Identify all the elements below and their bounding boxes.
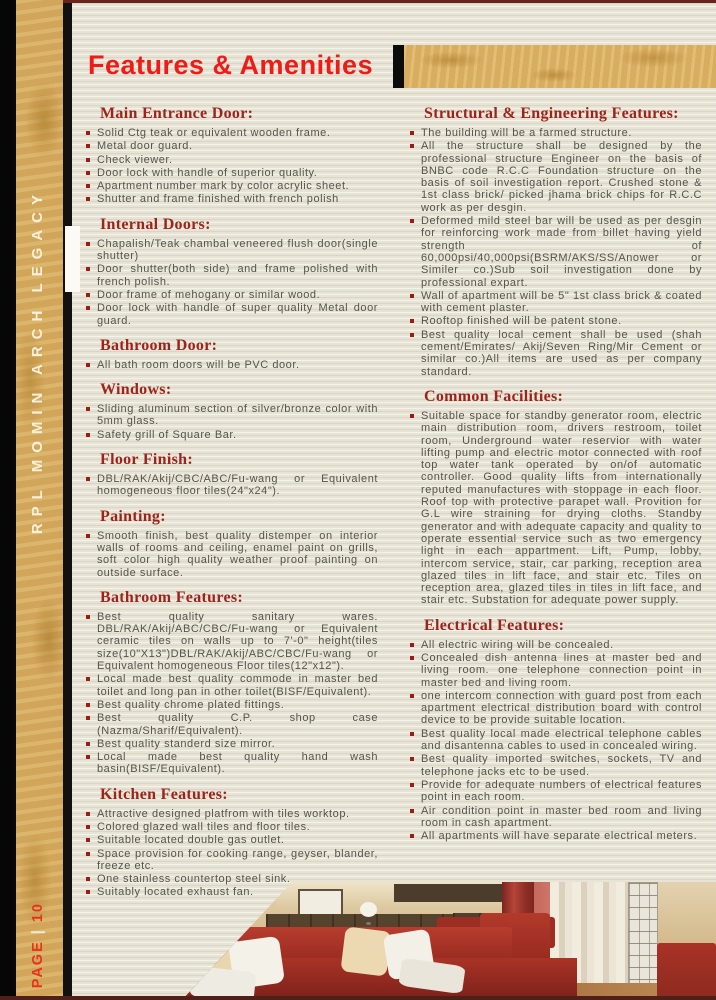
feature-text: Suitably located exhaust fan.	[97, 886, 254, 899]
bullet-square-icon	[86, 877, 90, 881]
bullet-square-icon	[86, 838, 90, 842]
bullet-square-icon	[410, 643, 414, 647]
photo-wall-cabinet	[394, 884, 507, 902]
feature-text: Best quality standerd size mirror.	[97, 737, 276, 750]
bullet-square-icon	[86, 433, 90, 437]
bullet-square-icon	[86, 534, 90, 538]
bullet-square-icon	[86, 852, 90, 856]
feature-text: DBL/RAK/Akij/CBC/ABC/Fu-wang or Equivalent homogeneous floor tiles(24"x24").	[97, 473, 378, 498]
feature-section	[86, 104, 378, 206]
feature-item	[86, 403, 378, 428]
bullet-square-icon	[410, 333, 414, 337]
photo-pillow-cream-2	[341, 927, 392, 977]
feature-item	[410, 410, 702, 607]
left-black-edge	[0, 0, 16, 1000]
bullet-square-icon	[410, 834, 414, 838]
bullet-square-icon	[86, 755, 90, 759]
feature-section	[86, 588, 378, 776]
feature-item	[86, 738, 378, 750]
feature-section	[410, 104, 702, 378]
feature-list	[86, 403, 378, 441]
bullet-square-icon	[86, 703, 90, 707]
right-column	[410, 104, 702, 851]
bullet-square-icon	[410, 131, 414, 135]
feature-item	[410, 753, 702, 778]
bullet-square-icon	[410, 732, 414, 736]
feature-item	[86, 712, 378, 737]
feature-text: Shutter and frame finished with french polish	[97, 193, 339, 206]
bullet-square-icon	[86, 742, 90, 746]
feature-item	[86, 530, 378, 579]
feature-section	[410, 387, 702, 607]
bullet-square-icon	[86, 144, 90, 148]
feature-item	[410, 652, 702, 689]
page-number-badge	[30, 902, 46, 988]
feature-item	[410, 830, 702, 842]
bullet-square-icon	[86, 363, 90, 367]
bullet-square-icon	[86, 615, 90, 619]
top-maroon-rule	[63, 0, 716, 3]
bullet-square-icon	[86, 158, 90, 162]
photo-side-sofa	[657, 943, 716, 1000]
header-gold-band	[404, 45, 716, 88]
feature-item	[410, 140, 702, 214]
bullet-square-icon	[410, 783, 414, 787]
feature-item	[86, 699, 378, 711]
feature-item	[86, 180, 378, 192]
feature-item	[410, 215, 702, 289]
section-heading: Main Entrance Door:	[100, 105, 254, 122]
bullet-square-icon	[410, 414, 414, 418]
feature-item	[86, 473, 378, 498]
sidebar-divider-line	[63, 0, 72, 1000]
feature-text: The building will be a farmed structure.	[421, 127, 632, 139]
feature-item	[86, 302, 378, 327]
feature-item	[86, 808, 378, 820]
feature-section	[86, 450, 378, 498]
feature-item	[86, 821, 378, 833]
bullet-square-icon	[86, 677, 90, 681]
feature-text: Suitable located double gas outlet.	[97, 834, 285, 847]
feature-section	[86, 215, 378, 327]
bullet-square-icon	[410, 757, 414, 761]
section-heading: Bathroom Door:	[100, 336, 218, 354]
feature-text: Best quality local cement shall be used (shah cement/Emirates/ Akij/Seven Ring/Mir Cement or similar co.)All items are used as per company standard.	[421, 328, 702, 378]
feature-list	[86, 359, 378, 371]
section-heading: Windows:	[100, 381, 172, 399]
feature-item	[86, 429, 378, 441]
feature-text: Air condition point in master bed room and living room in cash apartment.	[421, 804, 702, 829]
bottom-maroon-rule	[0, 996, 716, 1000]
feature-text: Solid Ctg teak or equivalent wooden frame.	[97, 127, 331, 139]
feature-item	[86, 834, 378, 846]
feature-text: Best quality imported switches, sockets, TV and telephone jacks etc to be used.	[421, 753, 702, 778]
feature-item	[86, 167, 378, 179]
section-heading: Internal Doors:	[100, 215, 211, 233]
bullet-square-icon	[410, 809, 414, 813]
feature-text: Deformed mild steel bar will be used as per desgin for reinforcing work made from billet having yield strength of 60,000psi/40,000psi(BSRM/AKS/SS/Anower or Similer co.)Sub soil investigation done by professional expart.	[421, 215, 702, 289]
feature-text: All bath room doors will be PVC door.	[97, 358, 300, 371]
feature-section	[86, 785, 378, 899]
page-number: 10	[30, 901, 46, 922]
feature-list	[86, 473, 378, 498]
feature-item	[86, 140, 378, 152]
bullet-square-icon	[86, 184, 90, 188]
feature-text: Check viewer.	[97, 153, 173, 166]
feature-item	[86, 154, 378, 166]
feature-text: All the structure shall be designed by the professional structure Engineer on the basis of BNBC code R.C.C Foundation structure on the basis of soil investigation report. Crushed stone & 1st class brick/ picked jhama brick chips for R.C.C work as per desgin.	[421, 140, 702, 214]
feature-text: Apartment number mark by color acrylic sheet.	[97, 180, 350, 193]
bullet-square-icon	[86, 306, 90, 310]
sidebar-brand-text: RPL MOMIN ARCH LEGACY	[29, 188, 46, 535]
feature-text: One stainless countertop steel sink.	[97, 873, 291, 886]
bullet-square-icon	[86, 407, 90, 411]
section-heading: Painting:	[100, 507, 166, 525]
feature-text: Best quality C.P. shop case (Nazma/Sharif/Equivalent).	[97, 712, 378, 737]
bullet-square-icon	[410, 294, 414, 298]
bullet-square-icon	[86, 716, 90, 720]
feature-text: Suitable space for standby generator room, electric main distribution room, drivers restroom, toilet room, Underground water reservior with water lifting pump and electric motor connected with roof top water tank operated by on/of automatic controller. Good quality lifts from internationally reputed manufactures with stoppage in each floor. Roof top with protective parapet wall. Provition for G.L wire straining for drying cloths. Standby generator and with adequate capacity and quality to operate essential service such as two emergency light in each appartment. Lift, Pump, lobby, intercom service, stair, car parking, reception area glazed tiles in lift face, and stair etc. Tiles on reception area, glazed tiles in tiles in lift face, and stair etc. Substation for adequate power supply.	[421, 409, 702, 607]
left-column	[86, 104, 378, 908]
feature-item	[410, 290, 702, 315]
photo-table-lamp	[360, 902, 377, 917]
feature-text: Space provision for cooking range, geyser, blander, freeze etc.	[97, 847, 378, 872]
bullet-square-icon	[86, 267, 90, 271]
feature-item	[86, 289, 378, 301]
feature-list	[86, 127, 378, 206]
feature-text: Attractive designed platfrom with tiles worktop.	[97, 807, 350, 820]
feature-section	[86, 380, 378, 441]
feature-text: Door lock with handle of superior quality.	[97, 166, 318, 179]
feature-text: one intercom connection with guard post from each apartment electrical distribution board with control device to be provide suitable location.	[421, 689, 702, 727]
feature-text: Door lock with handle of super quality Metal door guard.	[97, 302, 378, 327]
bullet-square-icon	[410, 656, 414, 660]
bullet-square-icon	[86, 197, 90, 201]
feature-item	[410, 690, 702, 727]
feature-text: Concealed dish antenna lines at master bed and living room. one telephone connection point in master bed and living room.	[421, 651, 702, 689]
feature-text: Provide for adequate numbers of electrical features point in each room.	[421, 778, 702, 804]
feature-text: Chapalish/Teak chambal veneered flush door(single shutter)	[97, 237, 378, 263]
page-badge-separator: |	[30, 921, 46, 934]
feature-list	[410, 639, 702, 843]
feature-list	[86, 530, 378, 579]
feature-text: Best quality local made electrical telephone cables and disantenna cables to used in concealed wiring.	[421, 727, 702, 753]
feature-list	[86, 611, 378, 776]
feature-text: Wall of apartment will be 5" 1st class brick & coated with cement plaster.	[421, 289, 702, 315]
section-heading: Floor Finish:	[100, 451, 193, 469]
feature-list	[86, 238, 378, 327]
feature-item	[86, 193, 378, 205]
feature-item	[86, 611, 378, 672]
feature-item	[410, 728, 702, 753]
feature-item	[410, 329, 702, 378]
feature-text: Local made best quality commode in master bed toilet and long pan in other toilet(BISF/Equivalent).	[97, 673, 378, 698]
feature-list	[410, 410, 702, 607]
feature-text: All apartments will have separate electrical meters.	[421, 830, 698, 843]
bullet-square-icon	[86, 890, 90, 894]
feature-text: Safety grill of Square Bar.	[97, 428, 237, 441]
bullet-square-icon	[410, 219, 414, 223]
feature-text: Best quality sanitary wares. DBL/RAK/Akij/ABC/CBC/Fu-wang or Equivalent ceramic tiles on walls up to 7'-0" height(tiles size(10"X13")DBL/RAK/Akij/ABC/CBC/Fu-wang or Equivalent homogeneous Floor tiles(12"x12").	[97, 610, 378, 673]
feature-item	[410, 127, 702, 139]
feature-item	[410, 805, 702, 830]
feature-text: Colored glazed wall tiles and floor tiles.	[97, 820, 311, 833]
bullet-square-icon	[86, 131, 90, 135]
feature-text: Local made best quality hand wash basin(BISF/Equivalent).	[97, 751, 378, 776]
section-heading: Kitchen Features:	[100, 785, 228, 803]
feature-item	[86, 263, 378, 288]
feature-section	[410, 616, 702, 843]
white-notch-accent	[65, 226, 80, 292]
page-title: Features & Amenities	[88, 50, 374, 80]
bullet-square-icon	[410, 144, 414, 148]
feature-item	[410, 315, 702, 327]
feature-text: Sliding aluminum section of silver/bronze color with 5mm glass.	[97, 403, 378, 428]
feature-text: Metal door guard.	[97, 140, 193, 153]
feature-text: Rooftop finished will be patent stone.	[421, 315, 622, 328]
feature-section	[86, 336, 378, 371]
bullet-square-icon	[86, 825, 90, 829]
page-label: PAGE	[30, 933, 46, 988]
bullet-square-icon	[410, 694, 414, 698]
section-heading: Electrical Features:	[424, 616, 565, 634]
bullet-square-icon	[410, 319, 414, 323]
feature-item	[86, 238, 378, 263]
photo-brick-column	[628, 882, 658, 1000]
feature-item	[86, 751, 378, 776]
feature-item	[86, 127, 378, 139]
feature-item	[86, 673, 378, 698]
bullet-square-icon	[86, 293, 90, 297]
photo-pillow-white-2	[189, 966, 256, 1000]
section-heading: Common Facilities:	[424, 387, 564, 405]
bullet-square-icon	[86, 477, 90, 481]
feature-list	[410, 127, 702, 378]
feature-text: Smooth finish, best quality distemper on interior walls of rooms and ceiling, enamel paint on grills, soft color high quality weather proof painting on outside surface.	[97, 529, 378, 579]
section-heading: Structural & Engineering Features:	[424, 105, 679, 122]
section-heading: Bathroom Features:	[100, 588, 244, 606]
bullet-square-icon	[86, 242, 90, 246]
feature-section	[86, 507, 378, 579]
feature-item	[410, 779, 702, 804]
feature-item	[86, 848, 378, 873]
feature-text: All electric wiring will be concealed.	[421, 638, 614, 651]
bullet-square-icon	[86, 171, 90, 175]
feature-item	[86, 359, 378, 371]
feature-item	[410, 639, 702, 651]
feature-text: Door frame of mehogany or similar wood.	[97, 288, 321, 301]
feature-text: Door shutter(both side) and frame polished with french polish.	[97, 263, 378, 288]
bullet-square-icon	[86, 812, 90, 816]
feature-text: Best quality chrome plated fittings.	[97, 698, 285, 711]
title-black-bar	[393, 45, 404, 88]
